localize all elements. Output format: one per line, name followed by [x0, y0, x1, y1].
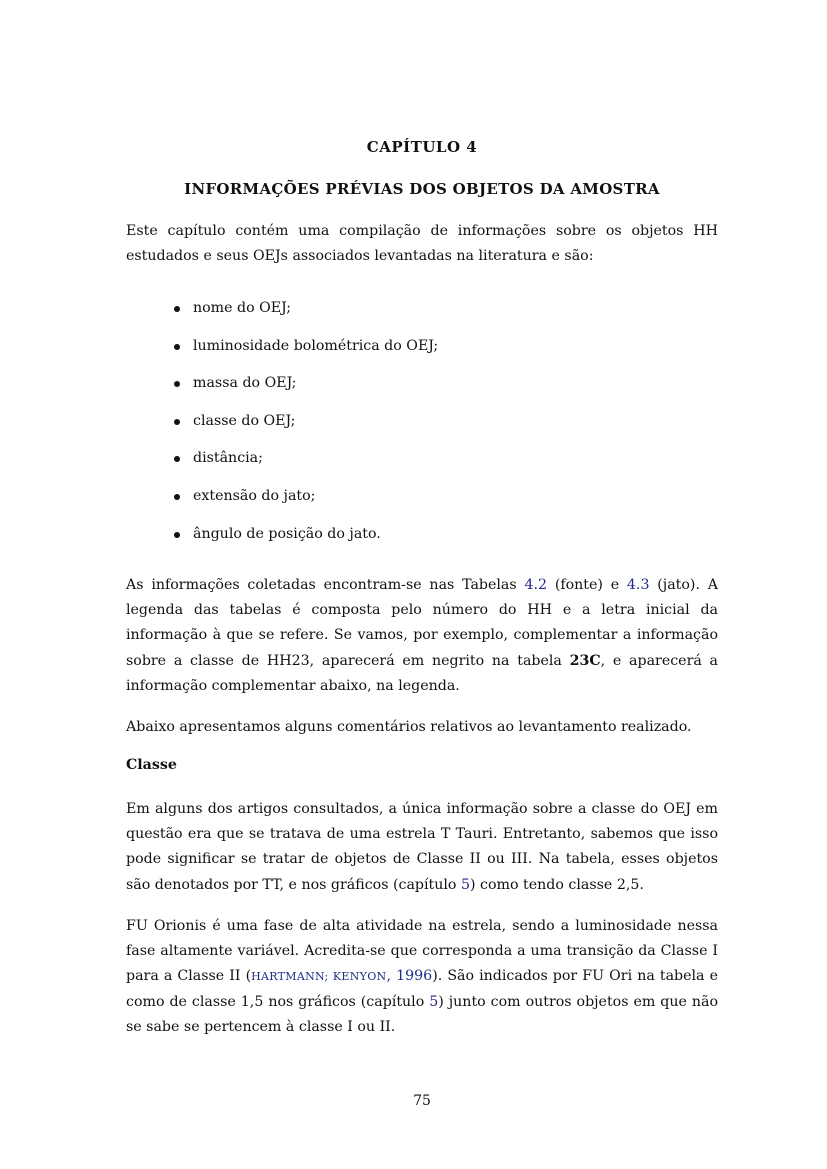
- bullet-icon: [174, 494, 180, 500]
- list-item: extensão do jato;: [174, 484, 438, 522]
- list-item: luminosidade bolométrica do OEJ;: [174, 334, 438, 372]
- bullet-icon: [174, 532, 180, 538]
- bullet-icon: [174, 306, 180, 312]
- table-ref-link[interactable]: 4.2: [524, 577, 548, 593]
- fu-orionis-paragraph: FU Orionis é uma fase de alta atividade na estrela, sendo a luminosidade nessa fase altamente variável. Acredita-se que corresponda a uma transição da Classe I para a Classe II (HARTMANN; KENYON, 1996). São indicados por FU Ori na tabela e como de classe 1,5 nos gráficos (capítulo 5) junto com outros objetos em que não se sabe se pertencem à classe I ou II.: [126, 918, 718, 1035]
- bullet-icon: [174, 419, 180, 425]
- list-item: distância;: [174, 446, 438, 484]
- chapter-ref-link[interactable]: 5: [429, 993, 439, 1010]
- bullet-icon: [174, 344, 180, 350]
- list-item: massa do OEJ;: [174, 371, 438, 409]
- list-item: ângulo de posição do jato.: [174, 522, 438, 560]
- bold-example: 23C: [569, 652, 601, 669]
- intro-paragraph: Este capítulo contém uma compilação de informações sobre os objetos HH estudados e seus OEJs associados levantadas na literatura e são:: [126, 223, 718, 265]
- list-item: classe do OEJ;: [174, 409, 438, 447]
- table-ref-link[interactable]: 4.3: [626, 577, 650, 593]
- tables-paragraph: As informações coletadas encontram-se nas Tabelas 4.2 (fonte) e 4.3 (jato). A legenda das tabelas é composta pelo número do HH e a letra inicial da informação à que se refere. Se vamos, por exemplo, complementar a informação sobre a classe de HH23, aparecerá em negrito na tabela 23C, e aparecerá a informação complementar abaixo, na legenda.: [126, 577, 719, 694]
- citation-link[interactable]: HARTMANN; KENYON: [251, 970, 387, 984]
- comments-paragraph: Abaixo apresentamos alguns comentários relativos ao levantamento realizado.: [126, 719, 692, 735]
- class-paragraph: Em alguns dos artigos consultados, a única informação sobre a classe do OEJ em questão era que se tratava de uma estrela T Tauri. Entretanto, sabemos que isso pode significar se tratar de objetos de Classe II ou III. Na tabela, esses objetos são denotados por TT, e nos gráficos (capítulo 5) como tendo classe 2,5.: [126, 801, 718, 893]
- list-item: nome do OEJ;: [174, 296, 438, 334]
- chapter-label: CAPÍTULO 4: [366, 138, 478, 156]
- bullet-icon: [174, 456, 180, 462]
- page-number: 75: [413, 1093, 431, 1109]
- chapter-title: INFORMAÇÕES PRÉVIAS DOS OBJETOS DA AMOSTRA: [184, 180, 660, 198]
- citation-year-link[interactable]: 1996: [396, 968, 433, 985]
- section-heading: Classe: [126, 757, 177, 773]
- bullet-icon: [174, 381, 180, 387]
- info-list: [174, 296, 438, 559]
- chapter-ref-link[interactable]: 5: [460, 876, 471, 893]
